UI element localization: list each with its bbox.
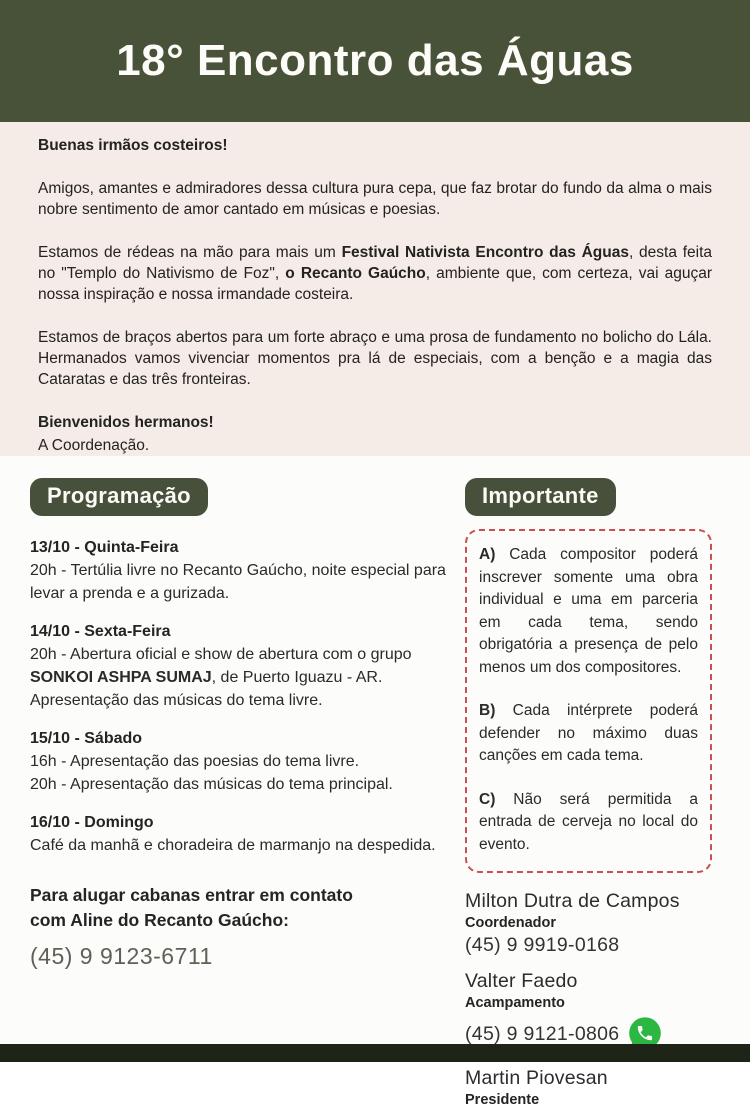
- content-section: [0, 456, 750, 1108]
- contact-phone-row: [465, 934, 712, 957]
- schedule-day: [30, 536, 450, 605]
- schedule: [30, 536, 450, 857]
- signature-text: A Coordenação.: [38, 437, 150, 454]
- day-line: 16h - Apresentação das poesias do tema livre.: [30, 753, 360, 770]
- contact-role: Coordenador: [465, 915, 557, 931]
- intro-paragraph-3: Estamos de braços abertos para um forte abraço e uma prosa de fundamento no bolicho do Lála. Hermanados vamos vivenciar momentos pra lá de especiais, com a benção e a magia das Cataratas e das três fronteiras.: [38, 329, 712, 388]
- contact-phone: (45) 9 9919-0168: [465, 934, 620, 956]
- contact-phone: (45) 9 9121-0806: [465, 1022, 620, 1045]
- program-column: [30, 478, 450, 1044]
- contact-role: Presidente: [465, 1092, 540, 1108]
- rule-item-c: C) Não será permitida a entrada de cerveja no local do evento.: [479, 790, 698, 853]
- greeting-text: Buenas irmãos costeiros!: [38, 137, 228, 154]
- schedule-day: [30, 620, 450, 712]
- welcome-text: Bienvenidos hermanos!: [38, 414, 214, 431]
- day-line: 20h - Apresentação das músicas do tema principal.: [30, 776, 393, 793]
- important-badge: Importante: [465, 478, 616, 516]
- program-badge: Programação: [30, 478, 208, 516]
- day-title: 13/10 - Quinta-Feira: [30, 539, 179, 556]
- contact-card: [465, 970, 712, 1054]
- header-band: [0, 0, 750, 122]
- contact-name: Martin Piovesan: [465, 1067, 608, 1089]
- rule-item-b: B) Cada intérprete poderá defender no máximo duas canções em cada tema.: [479, 702, 698, 764]
- day-line: 20h - Abertura oficial e show de abertura com o grupo SONKOI ASHPA SUMAJ, de Puerto Iguazu - AR. Apresentação das músicas do tema livre.: [30, 646, 412, 709]
- contact-name: Milton Dutra de Campos: [465, 890, 680, 912]
- day-line: 20h - Tertúlia livre no Recanto Gaúcho, noite especial para levar a prenda e a gurizada.: [30, 562, 446, 602]
- day-title: 16/10 - Domingo: [30, 814, 154, 831]
- footer-band: [0, 1044, 750, 1062]
- day-title: 15/10 - Sábado: [30, 730, 143, 747]
- rental-line-1: Para alugar cabanas entrar em contato: [30, 885, 353, 905]
- contact-name: Valter Faedo: [465, 970, 578, 992]
- contacts-list: [465, 890, 712, 1108]
- day-title: 14/10 - Sexta-Feira: [30, 623, 171, 640]
- event-title: 18° Encontro das Águas: [116, 36, 634, 85]
- rental-phone: (45) 9 9123-6711: [30, 943, 213, 969]
- schedule-day: [30, 811, 450, 857]
- important-column: [465, 478, 712, 1108]
- rental-contact: [30, 883, 450, 970]
- contact-role: Acampamento: [465, 995, 565, 1011]
- intro-paragraph-1: Amigos, amantes e admiradores dessa cultura pura cepa, que faz brotar do fundo da alma o mais nobre sentimento de amor cantado em músicas e poesias.: [38, 180, 712, 218]
- contact-card: [465, 890, 712, 957]
- schedule-day: [30, 727, 450, 796]
- rental-line-2: com Aline do Recanto Gaúcho:: [30, 910, 289, 930]
- contact-card: [465, 1067, 712, 1108]
- rules-box: [465, 529, 712, 873]
- rule-item-a: A) Cada compositor poderá inscrever somente uma obra individual e uma em parceria em cada tema, sendo obrigatória a presença de pelo menos um dos compositores.: [479, 546, 698, 676]
- intro-paragraph-2: Estamos de rédeas na mão para mais um Festival Nativista Encontro das Águas, desta feita no "Templo do Nativismo de Foz", o Recanto Gaúcho, ambiente que, com certeza, vai aguçar nossa inspiração e nossa irmandade costeira.: [38, 244, 713, 303]
- intro-section: [0, 122, 750, 456]
- day-line: Café da manhã e choradeira de marmanjo na despedida.: [30, 837, 436, 854]
